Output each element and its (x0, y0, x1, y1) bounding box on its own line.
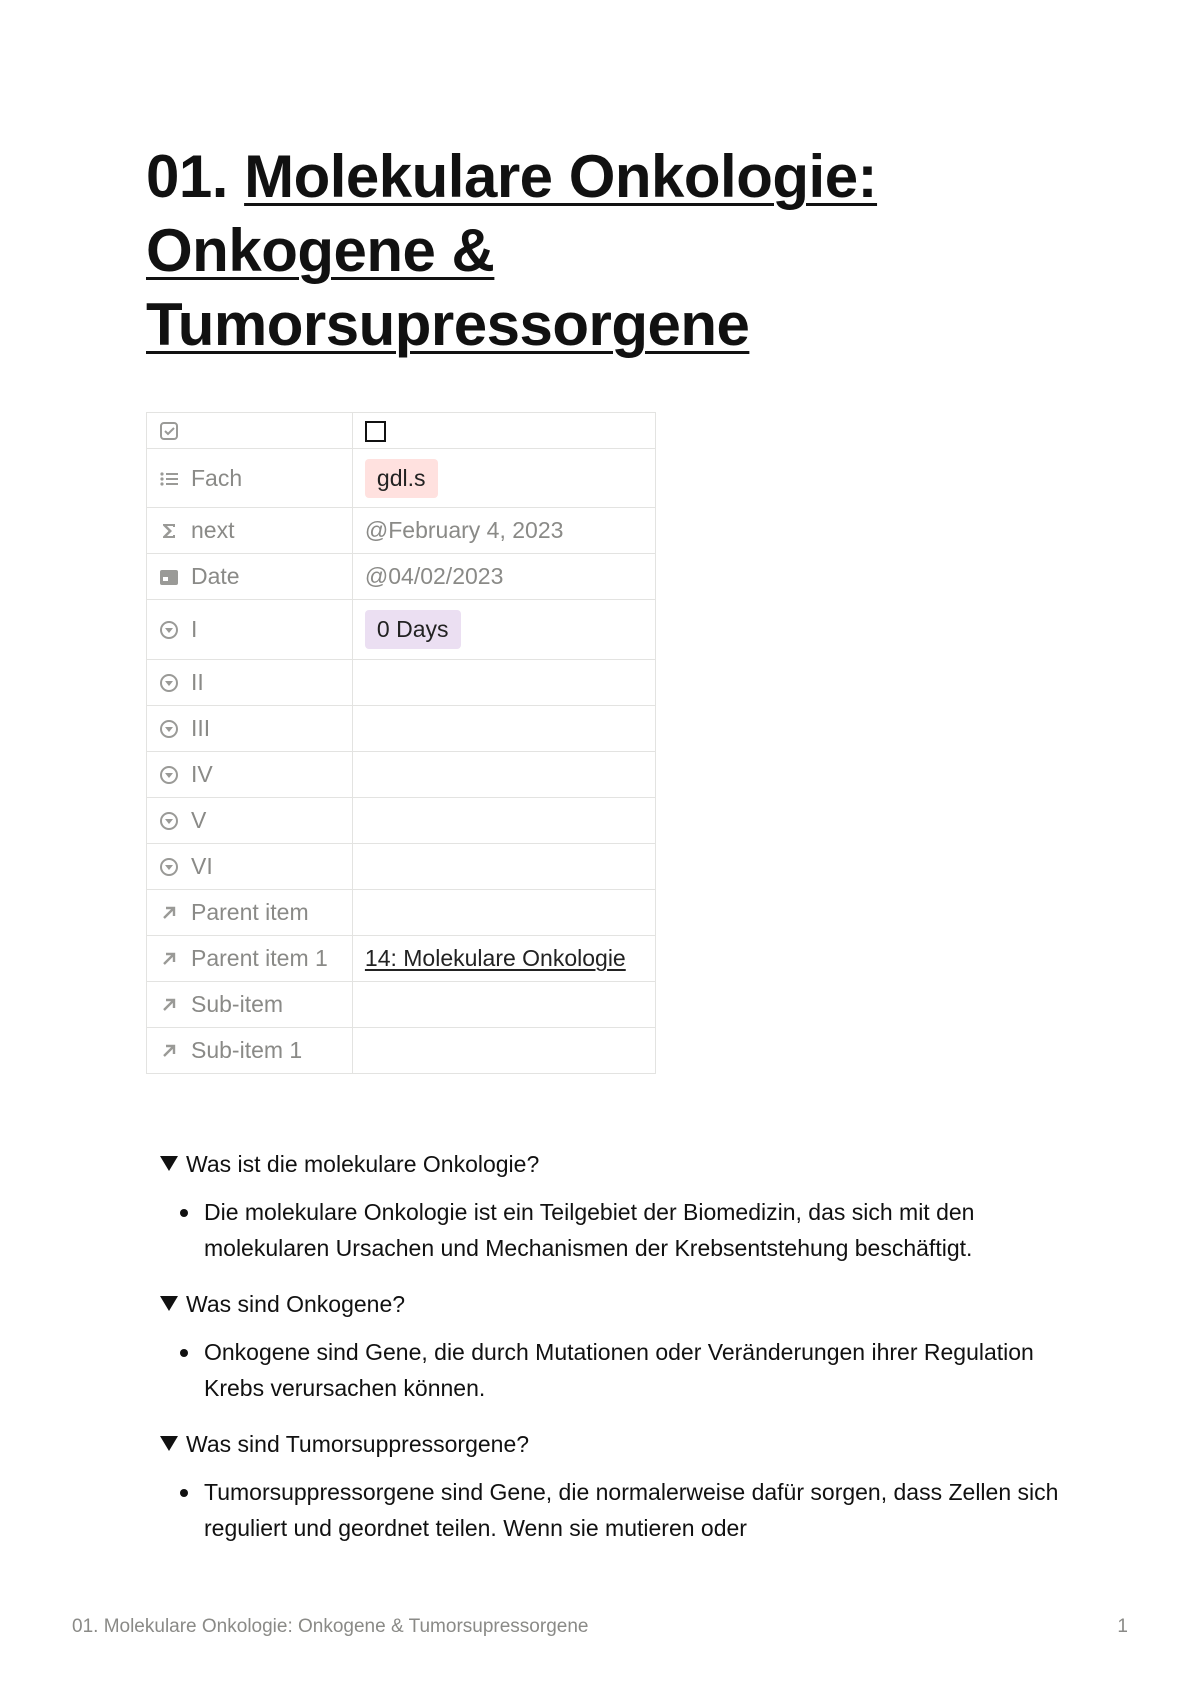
property-row-i[interactable] (147, 600, 656, 660)
property-key-label: Date (191, 563, 240, 589)
property-value[interactable] (352, 1028, 655, 1074)
answer-list (160, 1334, 1060, 1406)
property-row-iv[interactable] (147, 752, 656, 798)
list-icon (159, 468, 179, 488)
property-key (147, 844, 353, 890)
property-key-label: Parent item 1 (191, 945, 328, 971)
property-value[interactable] (352, 844, 655, 890)
property-key (147, 554, 353, 600)
property-row-checkbox[interactable] (147, 413, 656, 449)
toggle-header[interactable] (160, 1428, 1060, 1460)
relation-arrow-icon (159, 1040, 179, 1060)
property-row-vi[interactable] (147, 844, 656, 890)
property-key-label: Sub-item (191, 991, 284, 1017)
toggle-triangle-icon[interactable] (160, 1156, 178, 1171)
property-key (147, 660, 353, 706)
relation-arrow-icon (159, 902, 179, 922)
status-icon (159, 764, 179, 784)
relation-arrow-icon (159, 948, 179, 968)
footer-title: 01. Molekulare Onkologie: Onkogene & Tumorsupressorgene (72, 1616, 589, 1637)
property-key-label: V (191, 807, 207, 833)
status-icon (159, 619, 179, 639)
property-key-label: Parent item (191, 899, 309, 925)
answer-list (160, 1474, 1060, 1546)
select-tag[interactable]: 0 Days (365, 610, 461, 649)
toggle-header[interactable] (160, 1288, 1060, 1320)
status-icon (159, 856, 179, 876)
property-key (147, 413, 353, 449)
calendar-icon (159, 566, 179, 586)
property-value[interactable] (352, 508, 655, 554)
property-key-label: next (191, 517, 235, 543)
answer-item (204, 1194, 1060, 1266)
property-row-ii[interactable] (147, 660, 656, 706)
title-number: 01. (146, 143, 228, 210)
title-line-2[interactable]: Onkogene & (146, 217, 495, 284)
toggle-block (160, 1288, 1060, 1406)
relation-link[interactable]: 14: Molekulare Onkologie (364, 945, 626, 971)
property-key (147, 600, 353, 660)
answer-item (204, 1474, 1060, 1546)
answer-text: Onkogene sind Gene, die durch Mutationen oder Veränderungen ihrer Regulation Krebs verursachen können. (204, 1339, 1034, 1401)
properties-table (146, 412, 656, 1074)
property-value[interactable] (352, 554, 655, 600)
page-title (146, 140, 1066, 362)
answer-text: Die molekulare Onkologie ist ein Teilgebiet der Biomedizin, das sich mit den molekularen Ursachen und Mechanismen der Krebsentstehung beschäftigt. (204, 1199, 975, 1261)
document-page (146, 140, 1066, 1541)
property-row-iii[interactable] (147, 706, 656, 752)
toggle-triangle-icon[interactable] (160, 1436, 178, 1451)
property-value[interactable] (352, 752, 655, 798)
toggle-question: Was sind Tumorsuppressorgene? (186, 1431, 530, 1457)
property-value[interactable] (352, 706, 655, 752)
property-value[interactable] (352, 449, 655, 508)
toggle-triangle-icon[interactable] (160, 1296, 178, 1311)
property-key-label: IV (191, 761, 213, 787)
property-value[interactable] (352, 413, 655, 449)
title-line-3[interactable]: Tumorsupressorgene (146, 291, 750, 358)
property-key (147, 936, 353, 982)
property-value[interactable] (352, 982, 655, 1028)
property-row-date[interactable] (147, 554, 656, 600)
property-key-label: II (191, 669, 204, 695)
status-icon (159, 718, 179, 738)
property-key-label: Sub-item 1 (191, 1037, 303, 1063)
property-key (147, 798, 353, 844)
property-value[interactable] (352, 936, 655, 982)
property-key-label: VI (191, 853, 213, 879)
toggle-question: Was sind Onkogene? (186, 1291, 406, 1317)
answer-text: Tumorsuppressorgene sind Gene, die normalerweise dafür sorgen, dass Zellen sich reguliert und geordnet teilen. Wenn sie mutieren oder (204, 1479, 1059, 1541)
property-value[interactable] (352, 798, 655, 844)
property-value-text: @04/02/2023 (364, 563, 504, 589)
answer-list (160, 1194, 1060, 1266)
property-key (147, 449, 353, 508)
toggle-block (160, 1148, 1060, 1266)
property-row-v[interactable] (147, 798, 656, 844)
property-value[interactable] (352, 660, 655, 706)
toggle-block (160, 1428, 1060, 1546)
property-row-next[interactable] (147, 508, 656, 554)
property-key (147, 508, 353, 554)
toggle-question: Was ist die molekulare Onkologie? (186, 1151, 540, 1177)
property-key-label: I (191, 616, 198, 642)
property-value[interactable] (352, 600, 655, 660)
page-number: 1 (1117, 1616, 1128, 1637)
status-icon (159, 672, 179, 692)
property-row-sub-item-1[interactable] (147, 1028, 656, 1074)
select-tag[interactable]: gdl.s (365, 459, 438, 498)
page-footer (72, 1616, 1128, 1638)
property-row-sub-item[interactable] (147, 982, 656, 1028)
property-row-parent-item[interactable] (147, 890, 656, 936)
bullet-icon (180, 1349, 188, 1357)
property-key (147, 890, 353, 936)
relation-arrow-icon (159, 994, 179, 1014)
property-key-label: Fach (191, 464, 243, 491)
status-icon (159, 810, 179, 830)
property-row-fach[interactable] (147, 449, 656, 508)
checkbox-input[interactable] (365, 421, 386, 442)
bullet-icon (180, 1209, 188, 1217)
property-key (147, 706, 353, 752)
toggle-header[interactable] (160, 1148, 1060, 1180)
property-value-text: @February 4, 2023 (364, 517, 564, 543)
toggle-list (160, 1148, 1060, 1568)
property-key (147, 982, 353, 1028)
bullet-icon (180, 1489, 188, 1497)
property-key-label: III (191, 715, 211, 741)
property-row-parent-item-1[interactable] (147, 936, 656, 982)
checkbox-icon (159, 420, 179, 440)
property-key (147, 752, 353, 798)
answer-item (204, 1334, 1060, 1406)
sigma-icon (159, 520, 179, 540)
title-line-1[interactable]: Molekulare Onkologie: (244, 143, 878, 210)
property-value[interactable] (352, 890, 655, 936)
property-key (147, 1028, 353, 1074)
